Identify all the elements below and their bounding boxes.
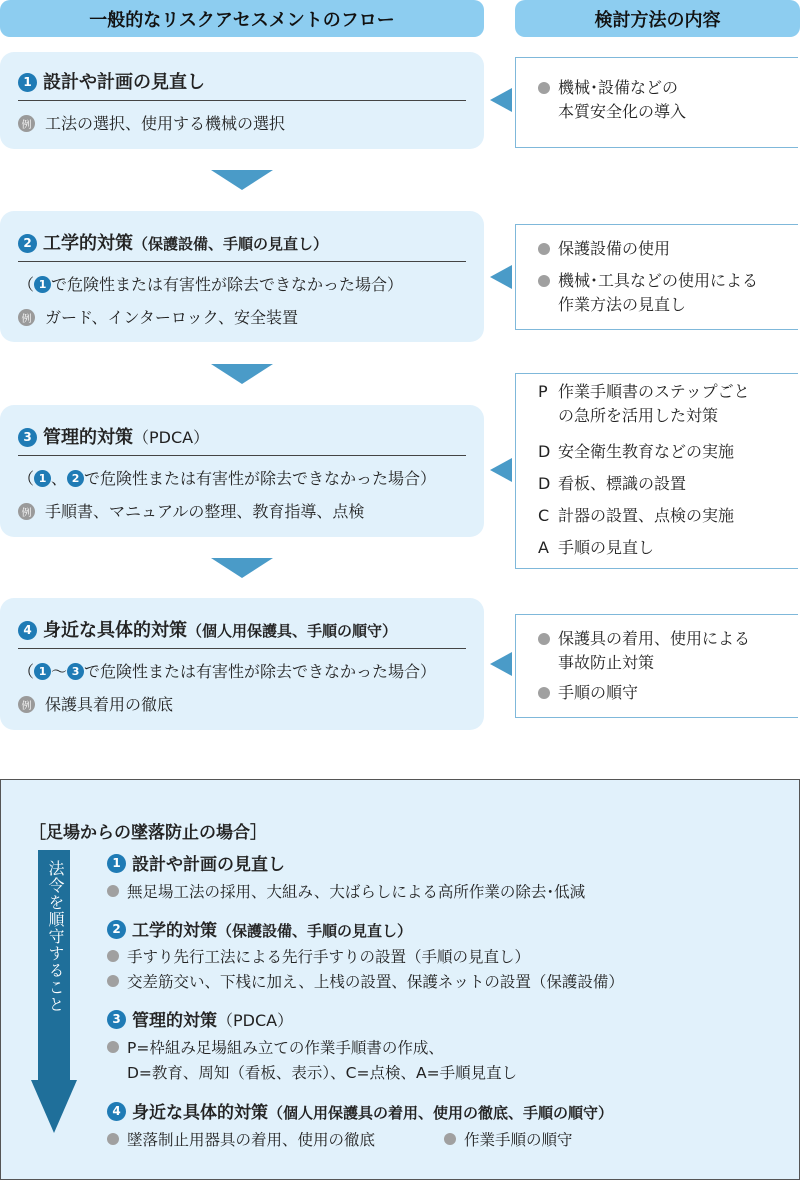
pdca-text: 手順の見直し — [558, 538, 655, 557]
pdca-letter: P — [538, 382, 548, 401]
step-2-condition: （ 1 で危険性または有害性が除去できなかった場合） — [18, 275, 404, 294]
condition-separator: ～ — [51, 662, 68, 681]
pdca-text: 計器の設置、点検の実施 — [558, 506, 735, 525]
bullet-icon — [107, 950, 119, 962]
methods-header-label: 検討方法の内容 — [594, 9, 721, 31]
down-arrow — [211, 170, 273, 190]
step-3-example-text: 手順書、マニュアルの整理、教育指導、点検 — [45, 502, 365, 521]
step-4-example — [18, 692, 466, 715]
section-title: 身近な具体的対策 — [132, 1103, 268, 1123]
pdca-item — [538, 440, 734, 464]
bullet-icon — [107, 1133, 119, 1145]
left-pointer-arrow — [490, 652, 512, 676]
scaffold-fall-prevention-box — [0, 779, 800, 1180]
pdca-item — [538, 504, 734, 528]
left-pointer-arrow — [490, 88, 512, 112]
method-text: 機械･設備などの 本質安全化の導入 — [558, 78, 687, 121]
step-2-title: 工学的対策 — [43, 233, 133, 254]
scaffold-item — [107, 970, 624, 992]
scaffold-item-text: 墜落制止用器具の着用、使用の徹底 — [127, 1131, 376, 1149]
method-text: 機械･工具などの使用による 作業方法の見直し — [558, 271, 759, 314]
scaffold-section-3-title — [107, 1006, 293, 1031]
step-number-badge: 2 — [18, 234, 37, 253]
scaffold-section-4-title — [107, 1098, 613, 1123]
inline-number-badge: 1 — [34, 276, 51, 293]
step-number-badge: 1 — [107, 854, 126, 873]
bullet-icon — [538, 243, 550, 255]
step-4-example-text: 保護具着用の徹底 — [45, 695, 174, 714]
scaffold-section-1-title — [107, 850, 285, 875]
section-title: 工学的対策 — [132, 921, 217, 941]
step-3-condition: （ 1 、 2 で危険性または有害性が除去できなかった場合） — [18, 469, 437, 488]
example-badge: 例 — [18, 696, 35, 713]
step-number-badge: 2 — [107, 920, 126, 939]
step-number-badge: 1 — [18, 73, 37, 92]
flow-header — [0, 0, 484, 37]
pdca-letter: C — [538, 506, 550, 525]
section-title: 管理的対策 — [132, 1011, 217, 1031]
pdca-item — [538, 472, 686, 496]
bullet-icon — [538, 82, 550, 94]
step-1-example-text: 工法の選択、使用する機械の選択 — [45, 114, 286, 133]
bullet-icon — [107, 885, 119, 897]
bullet-icon — [444, 1133, 456, 1145]
step-2-box — [0, 211, 484, 342]
method-text: 保護設備の使用 — [558, 239, 671, 258]
step-2-example-text: ガード、インターロック、安全装置 — [45, 308, 298, 327]
pdca-item — [538, 380, 750, 428]
pdca-text: 作業手順書のステップごと の急所を活用した対策 — [558, 382, 750, 425]
method-text: 保護具の着用、使用による 事故防止対策 — [558, 629, 751, 672]
step-4-condition: （ 1 ～ 3 で危険性または有害性が除去できなかった場合） — [18, 662, 437, 681]
bullet-icon — [107, 975, 119, 987]
method-item — [538, 269, 758, 317]
section-subtitle: （保護設備、手順の見直し） — [217, 922, 413, 940]
step-1-example — [18, 111, 466, 134]
step-1-title-row — [18, 68, 466, 101]
step-3-box — [0, 405, 484, 537]
methods-header — [515, 0, 800, 37]
down-arrow — [211, 558, 273, 578]
method-text: 手順の順守 — [558, 683, 639, 702]
left-pointer-arrow — [490, 265, 512, 289]
method-item — [538, 237, 670, 261]
condition-text: で危険性または有害性が除去できなかった場合） — [84, 469, 437, 488]
step-2-example — [18, 305, 466, 328]
scaffold-item — [444, 1128, 573, 1150]
scaffold-title: ［足場からの墜落防止の場合］ — [29, 823, 267, 843]
law-arrow-label: 法令を順守すること — [46, 860, 65, 1013]
step-4-box — [0, 598, 484, 730]
pdca-letter: D — [538, 474, 551, 493]
step-3-title-row — [18, 423, 466, 456]
scaffold-item-text: 手すり先行工法による先行手すりの設置（手順の見直し） — [127, 948, 531, 966]
step-1-title: 設計や計画の見直し — [43, 72, 205, 93]
inline-number-badge: 2 — [67, 470, 84, 487]
step-number-badge: 3 — [18, 428, 37, 447]
step-3-title: 管理的対策 — [43, 427, 133, 448]
inline-number-badge: 1 — [34, 470, 51, 487]
flow-header-label: 一般的なリスクアセスメントのフロー — [89, 9, 395, 31]
step-4-methods — [515, 614, 798, 718]
condition-text: で危険性または有害性が除去できなかった場合） — [51, 275, 404, 294]
pdca-text: 安全衛生教育などの実施 — [558, 442, 735, 461]
step-number-badge: 3 — [107, 1010, 126, 1029]
bullet-icon — [107, 1041, 119, 1053]
step-4-subtitle: （個人用保護具、手順の順守） — [187, 622, 398, 640]
condition-separator: 、 — [51, 469, 68, 488]
bullet-icon — [538, 633, 550, 645]
scaffold-item-text: P=枠組み足場組み立ての作業手順書の作成、 D=教育、周知（看板、表示）、C=点検、A=手順見直し — [127, 1039, 518, 1082]
method-item — [538, 76, 686, 124]
arrow-head — [31, 1080, 77, 1133]
scaffold-item — [107, 1128, 375, 1150]
method-item — [538, 681, 638, 705]
section-title: 設計や計画の見直し — [132, 855, 285, 875]
step-1-methods — [515, 57, 798, 148]
scaffold-item — [107, 945, 530, 967]
inline-number-badge: 1 — [34, 663, 51, 680]
scaffold-item — [107, 1036, 517, 1086]
pdca-text: 看板、標識の設置 — [558, 474, 687, 493]
scaffold-item-text: 作業手順の順守 — [464, 1131, 573, 1149]
section-subtitle: （PDCA） — [217, 1011, 294, 1030]
scaffold-item-text: 無足場工法の採用、大組み、大ばらしによる高所作業の除去･低減 — [127, 883, 586, 901]
step-number-badge: 4 — [107, 1102, 126, 1121]
pdca-item — [538, 536, 654, 560]
scaffold-section-2-title — [107, 916, 412, 941]
example-badge: 例 — [18, 115, 35, 132]
step-2-methods — [515, 224, 798, 330]
example-badge: 例 — [18, 309, 35, 326]
step-2-subtitle: （保護設備、手順の見直し） — [133, 235, 329, 253]
step-number-badge: 4 — [18, 621, 37, 640]
down-arrow — [211, 364, 273, 384]
step-4-title: 身近な具体的対策 — [43, 620, 187, 641]
step-3-example — [18, 499, 466, 522]
pdca-letter: D — [538, 442, 551, 461]
bullet-icon — [538, 275, 550, 287]
step-3-subtitle: （PDCA） — [133, 428, 210, 447]
example-badge: 例 — [18, 503, 35, 520]
method-item — [538, 627, 750, 675]
scaffold-item-text: 交差筋交い、下桟に加え、上桟の設置、保護ネットの設置（保護設備） — [127, 973, 624, 991]
step-1-box — [0, 52, 484, 149]
pdca-letter: A — [538, 538, 549, 557]
condition-text: で危険性または有害性が除去できなかった場合） — [84, 662, 437, 681]
step-2-title-row — [18, 229, 466, 262]
step-4-title-row — [18, 616, 466, 649]
scaffold-item — [107, 880, 585, 902]
step-3-methods — [515, 373, 798, 569]
inline-number-badge: 3 — [67, 663, 84, 680]
section-subtitle: （個人用保護具の着用、使用の徹底、手順の順守） — [268, 1104, 614, 1122]
bullet-icon — [538, 687, 550, 699]
left-pointer-arrow — [490, 458, 512, 482]
